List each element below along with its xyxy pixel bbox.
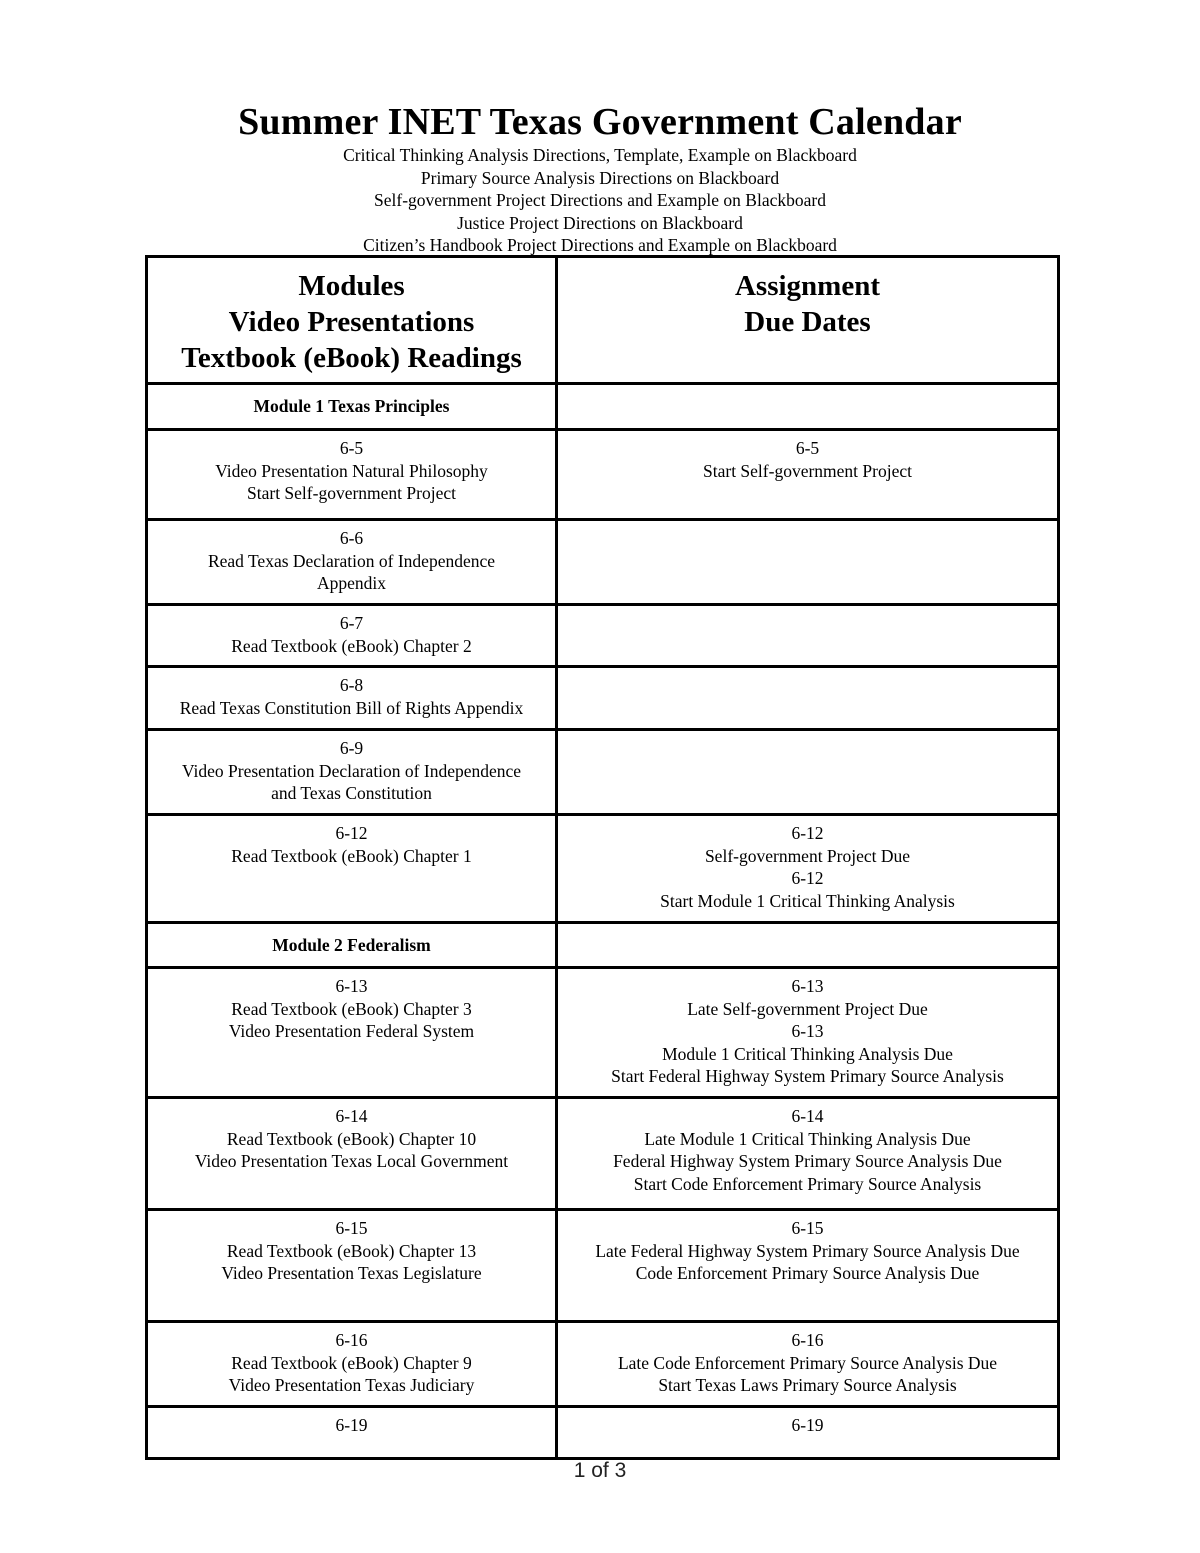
cell-line: 6-12 bbox=[335, 823, 368, 843]
cell-line: 6-15 bbox=[791, 1218, 824, 1238]
readings-cell bbox=[147, 730, 557, 815]
cell-line: Code Enforcement Primary Source Analysis Due bbox=[635, 1263, 980, 1283]
table-row bbox=[147, 730, 1059, 815]
readings-cell bbox=[147, 667, 557, 730]
cell-line: Late Self-government Project Due bbox=[687, 998, 928, 1019]
directions-line: Primary Source Analysis Directions on Blackboard bbox=[420, 167, 780, 188]
cell-line: Late Federal Highway System Primary Source Analysis Due bbox=[595, 1240, 1020, 1261]
page-number: 1 of 3 bbox=[573, 1459, 627, 1482]
readings-cell bbox=[147, 430, 557, 520]
assignments-cell bbox=[557, 605, 1059, 667]
readings-cell bbox=[147, 605, 557, 667]
assignments-cell bbox=[557, 430, 1059, 520]
calendar-table bbox=[145, 255, 1060, 1460]
header-line: Video Presentations bbox=[228, 306, 475, 338]
cell-line: Video Presentation Natural Philosophy bbox=[215, 460, 488, 481]
readings-cell bbox=[147, 968, 557, 1098]
directions-list bbox=[0, 144, 1200, 257]
cell-line: 6-16 bbox=[335, 1330, 368, 1350]
assignments-cell bbox=[557, 1098, 1059, 1210]
readings-cell bbox=[147, 384, 557, 430]
cell-line: Appendix bbox=[316, 573, 387, 593]
module-row bbox=[147, 384, 1059, 430]
header-assignments bbox=[557, 257, 1059, 384]
cell-line: Module 1 Critical Thinking Analysis Due bbox=[662, 1043, 953, 1064]
cell-line: Federal Highway System Primary Source Analysis Due bbox=[613, 1151, 1002, 1171]
cell-line: 6-7 bbox=[339, 613, 364, 633]
table-row bbox=[147, 1210, 1059, 1322]
cell-line: 6-19 bbox=[335, 1415, 368, 1435]
cell-line: Read Textbook (eBook) Chapter 9 bbox=[231, 1352, 472, 1373]
table-row bbox=[147, 1407, 1059, 1459]
cell-line: Start Self-government Project bbox=[247, 483, 456, 503]
assignments-cell bbox=[557, 815, 1059, 923]
cell-line: 6-13 bbox=[335, 976, 368, 996]
cell-line: 6-5 bbox=[339, 438, 364, 458]
cell-line: 6-12 bbox=[791, 868, 824, 888]
cell-line: 6-13 bbox=[791, 976, 824, 996]
table-row bbox=[147, 968, 1059, 1098]
cell-line: Read Textbook (eBook) Chapter 3 bbox=[231, 998, 472, 1019]
header-line: Modules bbox=[298, 270, 405, 302]
cell-line: Video Presentation Texas Legislature bbox=[221, 1263, 482, 1283]
cell-line: Video Presentation Declaration of Independence bbox=[181, 760, 522, 781]
cell-line: 6-16 bbox=[791, 1330, 824, 1350]
header-modules bbox=[147, 257, 557, 384]
readings-cell bbox=[147, 1322, 557, 1407]
readings-cell bbox=[147, 520, 557, 605]
table-row bbox=[147, 430, 1059, 520]
cell-line: Read Textbook (eBook) Chapter 1 bbox=[231, 845, 472, 866]
table-row bbox=[147, 605, 1059, 667]
module-row bbox=[147, 923, 1059, 968]
cell-line: Video Presentation Texas Judiciary bbox=[228, 1375, 475, 1395]
assignments-cell bbox=[557, 520, 1059, 605]
cell-line: 6-6 bbox=[339, 528, 364, 548]
cell-line: 6-12 bbox=[791, 823, 824, 843]
header-line: Due Dates bbox=[744, 306, 871, 338]
readings-cell bbox=[147, 1210, 557, 1322]
table-row bbox=[147, 520, 1059, 605]
assignments-cell bbox=[557, 730, 1059, 815]
cell-line: 6-14 bbox=[791, 1106, 824, 1126]
assignments-cell bbox=[557, 667, 1059, 730]
cell-line: Start Code Enforcement Primary Source Analysis bbox=[633, 1173, 982, 1194]
readings-cell bbox=[147, 923, 557, 968]
assignments-cell bbox=[557, 1407, 1059, 1459]
assignments-cell bbox=[557, 968, 1059, 1098]
assignments-cell bbox=[557, 923, 1059, 968]
directions-line: Critical Thinking Analysis Directions, Template, Example on Blackboard bbox=[343, 145, 857, 165]
cell-line: Read Textbook (eBook) Chapter 13 bbox=[226, 1240, 477, 1261]
readings-cell bbox=[147, 1098, 557, 1210]
cell-line: Module 1 Texas Principles bbox=[253, 396, 450, 417]
page-title: Summer INET Texas Government Calendar bbox=[238, 101, 962, 143]
cell-line: Start Self-government Project bbox=[703, 460, 912, 481]
cell-line: Video Presentation Federal System bbox=[228, 1021, 475, 1041]
cell-line: Start Module 1 Critical Thinking Analysis bbox=[660, 890, 955, 911]
directions-line: Citizen’s Handbook Project Directions and Example on Blackboard bbox=[363, 235, 837, 255]
cell-line: 6-9 bbox=[339, 738, 364, 758]
cell-line: 6-13 bbox=[791, 1021, 824, 1041]
cell-line: 6-5 bbox=[795, 438, 820, 458]
header-line: Textbook (eBook) Readings bbox=[181, 342, 522, 374]
assignments-cell bbox=[557, 1210, 1059, 1322]
cell-line: 6-19 bbox=[791, 1415, 824, 1435]
cell-line: Read Textbook (eBook) Chapter 10 bbox=[226, 1128, 477, 1149]
cell-line: Module 2 Federalism bbox=[272, 934, 431, 955]
cell-line: Read Textbook (eBook) Chapter 2 bbox=[231, 635, 472, 656]
cell-line: Start Federal Highway System Primary Source Analysis bbox=[611, 1066, 1004, 1086]
readings-cell bbox=[147, 1407, 557, 1459]
cell-line: 6-8 bbox=[339, 675, 364, 695]
readings-cell bbox=[147, 815, 557, 923]
cell-line: Start Texas Laws Primary Source Analysis bbox=[658, 1375, 957, 1395]
cell-line: Late Code Enforcement Primary Source Analysis Due bbox=[617, 1352, 998, 1373]
directions-line: Self-government Project Directions and Example on Blackboard bbox=[374, 190, 826, 210]
directions-line: Justice Project Directions on Blackboard bbox=[457, 212, 743, 233]
table-row bbox=[147, 815, 1059, 923]
table-row bbox=[147, 1098, 1059, 1210]
table-row bbox=[147, 667, 1059, 730]
table-row bbox=[147, 1322, 1059, 1407]
assignments-cell bbox=[557, 1322, 1059, 1407]
cell-line: Self-government Project Due bbox=[704, 845, 911, 866]
cell-line: Read Texas Declaration of Independence bbox=[207, 550, 496, 571]
cell-line: 6-14 bbox=[335, 1106, 368, 1126]
table-header-row bbox=[147, 257, 1059, 384]
cell-line: Video Presentation Texas Local Government bbox=[194, 1151, 509, 1171]
cell-line: 6-15 bbox=[335, 1218, 368, 1238]
assignments-cell bbox=[557, 384, 1059, 430]
cell-line: Late Module 1 Critical Thinking Analysis Due bbox=[644, 1128, 971, 1149]
cell-line: and Texas Constitution bbox=[271, 783, 432, 803]
cell-line: Read Texas Constitution Bill of Rights Appendix bbox=[179, 697, 524, 718]
header-line: Assignment bbox=[734, 270, 880, 302]
